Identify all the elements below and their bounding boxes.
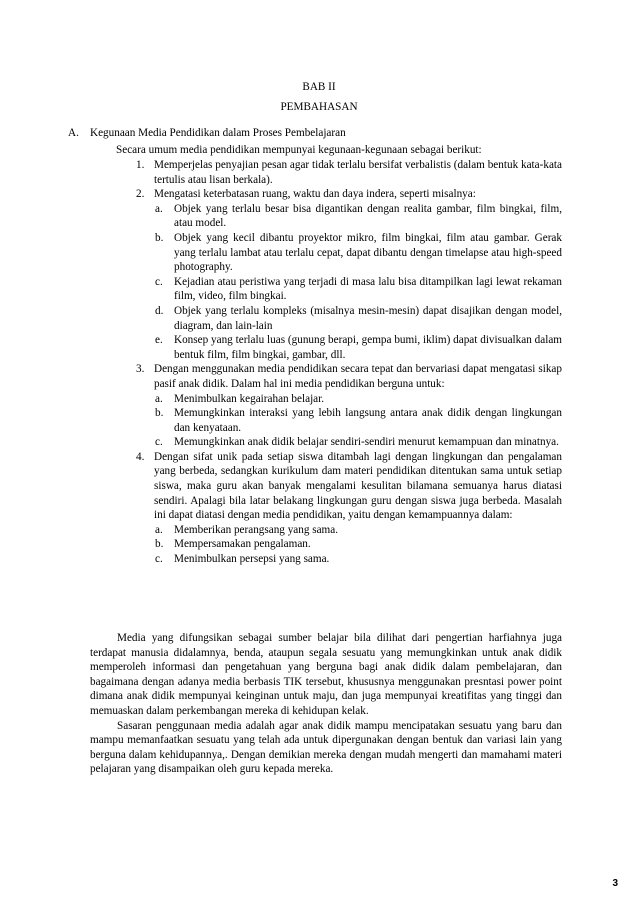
sub-list-letter: e. (155, 334, 163, 347)
chapter-heading: BAB II (302, 81, 336, 93)
list-item (130, 362, 562, 391)
chapter-title: PEMBAHASAN (280, 101, 358, 113)
sub-list-item (155, 435, 562, 450)
body-paragraphs (90, 631, 562, 777)
sub-list-text: Objek yang terlalu kompleks (misalnya mesin-mesin) dapat disajikan dengan model, diagram, dan lain-lain (174, 304, 562, 332)
list-item-text: Dengan sifat unik pada setiap siswa ditambah lagi dengan lingkungan dan pengalaman yang berbeda, sedangkan kurikulum dam materi pendidikan ditentukan sama untuk setiap siswa, maka guru akan banyak mengalami kesulitan bilamana semuanya harus diatasi sendiri. Apalagi bila latar belakang lingkungan guru dengan siswa juga berbeda. Masalah ini dapat diatasi dengan media pendidikan, yaitu dengan kemampuannya dalam: (154, 450, 562, 522)
paragraph: Media yang difungsikan sebagai sumber belajar bila dilihat dari pengertian harfiahnya juga terdapat manusia didalamnya, benda, ataupun segala sesuatu yang memungkinkan untuk anak didik memperoleh informasi dan pengetahuan yang berguna bagi anak didik dalam pembelajaran, dan bagaimana dengan adanya media berbasis TIK tersebut, khususnya menggunakan presntasi power point dimana anak didik mempunyai keinginan untuk maju, dan juga mempunyai kreatifitas yang tinggi dan memuaskan dalam perkembangan mereka di kehidupan kelak. (90, 632, 562, 717)
numbered-list (130, 158, 562, 567)
list-item (130, 450, 562, 523)
sub-list-letter: a. (155, 202, 163, 215)
section-intro: Secara umum media pendidikan mempunyai kegunaan-kegunaan sebagai berikut: (116, 144, 482, 156)
sub-list-text: Mempersamakan pengalaman. (174, 538, 311, 551)
sub-list-item (155, 275, 562, 304)
sub-list-text: Memungkinkan interaksi yang lebih langsung antara anak didik dengan lingkungan dan kenyataan. (174, 407, 562, 434)
list-item-text: Memperjelas penyajian pesan agar tidak terlalu bersifat verbalistis (dalam bentuk kata-kata tertulis atau lisan berkala). (154, 159, 562, 186)
page-number: 3 (612, 878, 618, 889)
list-item (130, 187, 562, 202)
sub-list-letter: b. (155, 538, 164, 551)
list-item-text: Mengatasi keterbatasan ruang, waktu dan daya indera, seperti misalnya: (154, 188, 476, 201)
section-title: Kegunaan Media Pendidikan dalam Proses Pembelajaran (90, 127, 346, 139)
sub-list-letter: c. (155, 436, 163, 449)
sub-list-text: Memungkinkan anak didik belajar sendiri-sendiri menurut kemampuan dan minatnya. (174, 436, 559, 449)
list-item-number: 2. (136, 188, 145, 201)
sub-list-letter: c. (155, 275, 163, 288)
sub-list-item (155, 333, 562, 362)
sub-list-letter: b. (155, 231, 164, 244)
sub-list-item (155, 552, 562, 567)
list-item-number: 1. (136, 159, 145, 171)
sub-list-text: Konsep yang terlalu luas (gunung berapi, gempa bumi, iklim) dapat divisualkan dalam bentuk film, film bingkai, gambar, dll. (174, 334, 562, 361)
list-item (130, 158, 562, 187)
sub-list-item (155, 392, 562, 407)
sub-list-text: Objek yang kecil dibantu proyektor mikro, film bingkai, film atau gambar. Gerak yang terlalu lambat atau terlalu cepat, dapat dibantu dengan timelapse atau high-speed photography. (174, 231, 562, 274)
sub-list-item (155, 231, 562, 275)
sub-list-text: Menimbulkan persepsi yang sama. (174, 553, 330, 566)
sub-list-text: Menimbulkan kegairahan belajar. (174, 392, 325, 405)
paragraph: Sasaran penggunaan media adalah agar anak didik mampu mencipatakan sesuatu yang baru dan mampu memanfaatkan sesuatu yang telah ada untuk dipergunakan dengan bentuk dan variasi lain yang berguna dalam kehidupannya,. Dengan demikian mereka dengan mudah mengerti dan mamahami materi pelajaran yang disampaikan oleh guru kepada mereka. (90, 719, 562, 776)
sub-list-letter: d. (155, 304, 164, 317)
list-item-text: Dengan menggunakan media pendidikan secara tepat dan bervariasi dapat mengatasi sikap pasif anak didik. Dalam hal ini media pendidikan berguna untuk: (154, 363, 562, 390)
sub-list-text: Memberikan perangsang yang sama. (174, 523, 339, 536)
sub-list-item (155, 523, 562, 538)
list-item-number: 3. (136, 363, 145, 376)
section-label: A. (68, 127, 79, 139)
sub-list-item (155, 304, 562, 333)
sub-list-text: Objek yang terlalu besar bisa digantikan dengan realita gambar, film bingkai, film, atau model. (174, 202, 562, 230)
sub-list-letter: a. (155, 392, 163, 405)
section-heading (68, 126, 346, 141)
sub-list-item (155, 537, 562, 552)
sub-list-letter: c. (155, 553, 163, 566)
sub-list-letter: b. (155, 407, 164, 420)
sub-list-text: Kejadian atau peristiwa yang terjadi di masa lalu bisa ditampilkan lagi lewat rekaman film, video, film bingkai. (174, 275, 562, 303)
sub-list-item (155, 202, 562, 231)
list-item-number: 4. (136, 450, 145, 463)
sub-list-letter: a. (155, 523, 163, 536)
sub-list-item (155, 406, 562, 435)
